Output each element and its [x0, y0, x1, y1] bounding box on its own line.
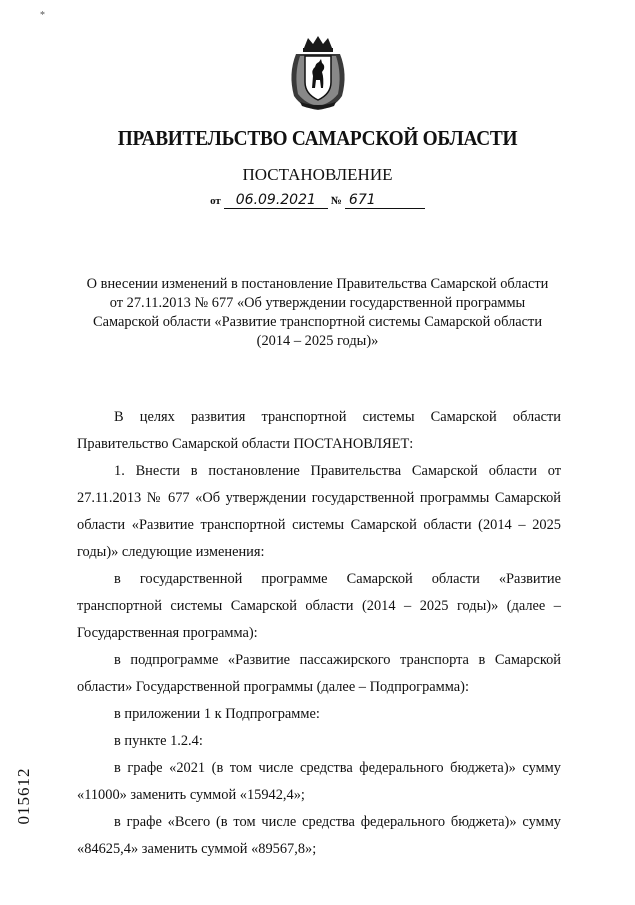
body-paragraph: в графе «Всего (в том числе средства федерального бюджета)» сумму «84625,4» заменить суммой «89567,8»;: [77, 814, 561, 857]
corner-mark: *: [40, 10, 45, 21]
body-paragraph: в графе «2021 (в том числе средства федерального бюджета)» сумму «11000» заменить суммой «15942,4»;: [77, 760, 561, 803]
side-serial-number: [10, 764, 40, 824]
number-label: №: [330, 195, 342, 207]
body-paragraph: В целях развития транспортной системы Самарской области Правительство Самарской области ПОСТАНОВЛЯЕТ:: [77, 409, 561, 452]
document-body: [77, 404, 561, 863]
subject-line: Самарской области «Развитие транспортной системы Самарской области: [92, 314, 543, 330]
samara-region-coat-of-arms-icon: [286, 34, 350, 112]
document-subject: [70, 275, 565, 351]
body-paragraph: 1. Внести в постановление Правительства Самарской области от 27.11.2013 № 677 «Об утверждении государственной программы Самарской области «Развитие транспортной системы Самарской области (2014 – 2025 годы)» следующие изменения:: [77, 463, 561, 560]
body-paragraph: в приложении 1 к Подпрограмме:: [114, 706, 320, 722]
serial-number-text: 015612: [14, 767, 33, 825]
number-value: 671: [345, 193, 425, 209]
date-label: от: [210, 195, 221, 207]
subject-line: от 27.11.2013 № 677 «Об утверждении государственной программы: [109, 295, 526, 311]
body-paragraph: в подпрограмме «Развитие пассажирского транспорта в Самарской области» Государственной программы (далее – Подпрограмма):: [77, 652, 561, 695]
document-type: ПОСТАНОВЛЕНИЕ: [242, 165, 393, 184]
date-number-line: [0, 193, 635, 209]
subject-line: (2014 – 2025 годы)»: [256, 333, 379, 349]
government-title: ПРАВИТЕЛЬСТВО САМАРСКОЙ ОБЛАСТИ: [117, 126, 518, 150]
subject-line: О внесении изменений в постановление Правительства Самарской области: [86, 276, 549, 292]
body-paragraph: в государственной программе Самарской области «Развитие транспортной системы Самарской области (2014 – 2025 годы)» (далее – Государственная программа):: [77, 571, 561, 641]
body-paragraph: в пункте 1.2.4:: [114, 733, 203, 749]
date-value: 06.09.2021: [224, 193, 328, 209]
